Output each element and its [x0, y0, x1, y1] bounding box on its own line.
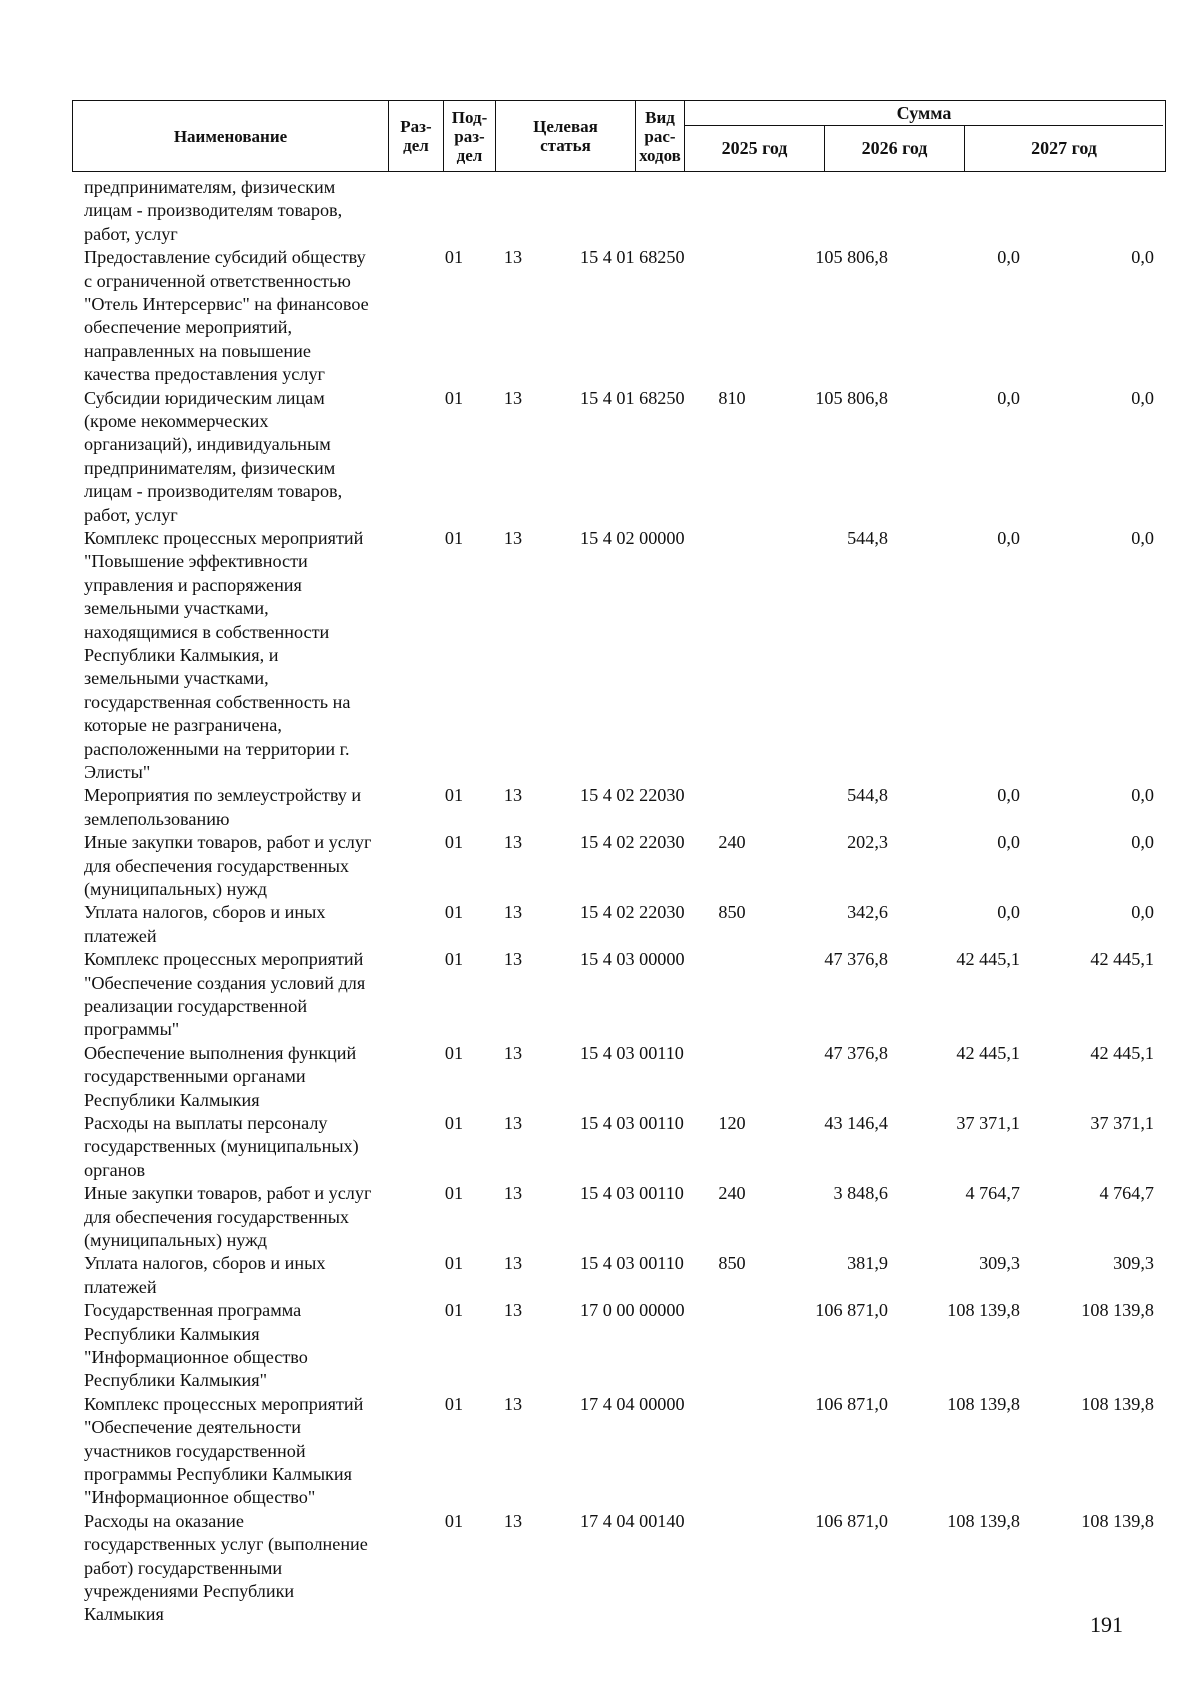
header-sum: Сумма [685, 101, 1163, 126]
row-name-line: Комплекс процессных мероприятий [84, 1393, 364, 1414]
row-value-2026: 108 139,8 [947, 1300, 1020, 1321]
row-value-2027: 0,0 [1131, 785, 1154, 806]
row-name-line: Иные закупки товаров, работ и услуг [84, 832, 372, 853]
row-subsection: 13 [503, 832, 523, 853]
row-name-line: Мероприятия по землеустройству и [84, 785, 362, 806]
row-target: 15 4 01 68250 [580, 387, 685, 408]
row-name [84, 387, 404, 527]
row-value-2026: 37 371,1 [956, 1112, 1020, 1133]
table-row [72, 901, 1166, 948]
row-name [84, 901, 404, 948]
header-subsection-line: раз- [454, 126, 485, 146]
row-value-2025: 43 146,4 [824, 1112, 888, 1133]
row-subsection: 13 [503, 1253, 523, 1274]
row-value-2025: 47 376,8 [824, 1042, 888, 1063]
row-name-line: программы" [84, 1019, 180, 1040]
table-row [72, 387, 1166, 527]
row-name-line: Республики Калмыкия [84, 1323, 260, 1344]
header-type-line: рас- [644, 126, 676, 146]
row-value-2026: 0,0 [997, 527, 1020, 548]
header-subsection [444, 101, 496, 171]
row-name-line: государственных услуг (выполнение [84, 1534, 368, 1555]
row-name [84, 176, 404, 246]
row-target: 17 0 00 00000 [580, 1300, 685, 1321]
row-name-line: "Обеспечение деятельности [84, 1417, 301, 1438]
row-name-line: программы Республики Калмыкия [84, 1463, 352, 1484]
row-section: 01 [444, 1253, 464, 1274]
row-name-line: для обеспечения государственных [84, 855, 350, 876]
row-name [84, 784, 404, 831]
row-name-line: управления и распоряжения [84, 574, 302, 595]
row-subsection: 13 [503, 247, 523, 268]
table-row [72, 246, 1166, 386]
row-target: 15 4 02 22030 [580, 832, 685, 853]
row-target: 15 4 01 68250 [580, 247, 685, 268]
row-value-2026: 42 445,1 [956, 949, 1020, 970]
table-row [72, 1182, 1166, 1252]
header-section-line: дел [403, 136, 429, 155]
row-subsection: 13 [503, 1042, 523, 1063]
row-name-line: учреждениями Республики [84, 1580, 295, 1601]
row-section: 01 [444, 1183, 464, 1204]
header-name [73, 101, 389, 171]
row-name-line: работ, услуг [84, 504, 178, 525]
header-year-2027: 2027 год [1031, 138, 1097, 158]
row-name-line: (кроме некоммерческих [84, 410, 269, 431]
table-row [72, 527, 1166, 784]
row-value-2025: 3 848,6 [833, 1183, 888, 1204]
row-name-line: органов [84, 1159, 146, 1180]
row-name-line: предпринимателям, физическим [84, 457, 336, 478]
row-name [84, 1299, 404, 1393]
table-row [72, 948, 1166, 1042]
row-name-line: Иные закупки товаров, работ и услуг [84, 1183, 372, 1204]
row-value-2027: 42 445,1 [1090, 1042, 1154, 1063]
header-target-line: Целевая [533, 117, 598, 136]
row-value-2026: 0,0 [997, 902, 1020, 923]
row-value-2026: 0,0 [997, 832, 1020, 853]
row-name-line: лицам - производителям товаров, [84, 481, 343, 502]
row-name-line: земельными участками, [84, 668, 269, 689]
row-name-line: находящимися в собственности [84, 621, 330, 642]
row-name-line: организаций), индивидуальным [84, 434, 331, 455]
row-name-line: направленных на повышение [84, 340, 311, 361]
row-value-2027: 108 139,8 [1081, 1510, 1154, 1531]
row-target: 15 4 03 00110 [580, 1183, 684, 1204]
row-subsection: 13 [503, 1112, 523, 1133]
row-target: 15 4 03 00110 [580, 1042, 684, 1063]
row-section: 01 [444, 1510, 464, 1531]
row-name [84, 948, 404, 1042]
row-value-2026: 4 764,7 [965, 1183, 1020, 1204]
header-name-text: Наименование [173, 126, 288, 146]
row-name-line: которые не разграничена, [84, 715, 282, 736]
table-row [72, 1042, 1166, 1112]
row-name [84, 1510, 404, 1627]
row-target: 15 4 02 22030 [580, 902, 685, 923]
row-value-2027: 0,0 [1131, 387, 1154, 408]
row-name-line: качества предоставления услуг [84, 364, 326, 385]
row-value-2027: 0,0 [1131, 832, 1154, 853]
row-subsection: 13 [503, 1393, 523, 1414]
header-sum-group [685, 101, 1163, 171]
table-row [72, 1112, 1166, 1182]
header-target-line: статья [540, 136, 591, 155]
row-subsection: 13 [503, 1183, 523, 1204]
row-target: 15 4 02 00000 [580, 527, 685, 548]
row-name-line: Предоставление субсидий обществу [84, 247, 366, 268]
row-value-2025: 544,8 [847, 527, 888, 548]
row-name [84, 1182, 404, 1252]
table-row [72, 1299, 1166, 1393]
row-value-2026: 0,0 [997, 785, 1020, 806]
row-name-line: земельными участками, [84, 598, 269, 619]
row-name-line: (муниципальных) нужд [84, 1229, 267, 1250]
row-value-2025: 202,3 [847, 832, 888, 853]
header-subsection-line: дел [456, 145, 483, 165]
row-name-line: Калмыкия [84, 1604, 164, 1625]
row-type: 240 [718, 832, 746, 853]
row-name-line: Государственная программа [84, 1300, 302, 1321]
header-year-2026: 2026 год [825, 126, 965, 171]
row-name-line: (муниципальных) нужд [84, 878, 267, 899]
row-subsection: 13 [503, 387, 523, 408]
row-value-2027: 0,0 [1131, 527, 1154, 548]
row-section: 01 [444, 832, 464, 853]
row-name-line: государственных (муниципальных) [84, 1136, 359, 1157]
row-target: 17 4 04 00000 [580, 1393, 685, 1414]
table-header [72, 100, 1166, 172]
header-target [496, 101, 636, 171]
row-value-2026: 42 445,1 [956, 1042, 1020, 1063]
row-subsection: 13 [503, 1300, 523, 1321]
row-name-line: "Информационное общество [84, 1346, 308, 1367]
row-value-2027: 0,0 [1131, 902, 1154, 923]
row-value-2025: 105 806,8 [815, 387, 888, 408]
row-name-line: Республики Калмыкия, и [84, 645, 279, 665]
row-subsection: 13 [503, 527, 523, 548]
row-section: 01 [444, 1393, 464, 1414]
row-name-line: Субсидии юридическим лицам [84, 387, 325, 408]
row-name-line: участников государственной [84, 1440, 306, 1461]
row-name-line: "Повышение эффективности [84, 551, 308, 572]
row-section: 01 [444, 387, 464, 408]
row-subsection: 13 [503, 785, 523, 806]
row-value-2026: 0,0 [997, 247, 1020, 268]
row-value-2027: 4 764,7 [1099, 1183, 1154, 1204]
row-section: 01 [444, 247, 464, 268]
row-name-line: платежей [84, 1276, 157, 1297]
header-type-line: Вид [645, 107, 675, 127]
row-section: 01 [444, 1112, 464, 1133]
row-value-2025: 106 871,0 [815, 1393, 888, 1414]
row-section: 01 [444, 902, 464, 923]
row-name [84, 1112, 404, 1182]
row-name [84, 831, 404, 901]
row-name-line: расположенными на территории г. [84, 738, 350, 759]
row-value-2026: 0,0 [997, 387, 1020, 408]
table-row [72, 1393, 1166, 1510]
row-name-line: Обеспечение выполнения функций [84, 1042, 357, 1063]
row-name-line: лицам - производителям товаров, [84, 200, 343, 221]
row-subsection: 13 [503, 1510, 523, 1531]
row-section: 01 [444, 1042, 464, 1063]
row-type: 810 [718, 387, 746, 408]
row-value-2026: 309,3 [979, 1253, 1020, 1274]
row-name-line: Уплата налогов, сборов и иных [84, 902, 326, 923]
row-value-2025: 544,8 [847, 785, 888, 806]
table-row [72, 831, 1166, 901]
row-type: 120 [718, 1112, 746, 1133]
row-value-2025: 381,9 [847, 1253, 888, 1274]
header-type [636, 101, 685, 171]
header-year-2025: 2025 год [685, 126, 825, 171]
row-name-line: Республики Калмыкия" [84, 1370, 268, 1391]
row-name-line: государственными органами [84, 1066, 306, 1087]
row-name-line: Уплата налогов, сборов и иных [84, 1253, 326, 1274]
row-name-line: Комплекс процессных мероприятий [84, 949, 364, 970]
table-row [72, 784, 1166, 831]
row-type: 240 [718, 1183, 746, 1204]
row-name-line: Республики Калмыкия [84, 1089, 260, 1110]
row-subsection: 13 [503, 949, 523, 970]
row-name [84, 246, 404, 386]
row-name-line: "Информационное общество" [84, 1487, 316, 1508]
row-value-2027: 108 139,8 [1081, 1393, 1154, 1414]
row-name-line: предпринимателям, физическим [84, 177, 336, 197]
row-section: 01 [444, 527, 464, 548]
table-body [72, 176, 1166, 1627]
row-name [84, 1042, 404, 1112]
row-value-2027: 0,0 [1131, 247, 1154, 268]
row-name-line: реализации государственной [84, 995, 308, 1016]
row-value-2025: 106 871,0 [815, 1510, 888, 1531]
row-name-line: для обеспечения государственных [84, 1206, 350, 1227]
row-name-line: работ, услуг [84, 223, 178, 244]
header-section-line: Раз- [400, 117, 432, 136]
row-target: 15 4 03 00110 [580, 1112, 684, 1133]
row-value-2026: 108 139,8 [947, 1510, 1020, 1531]
header-subsection-line: Под- [451, 107, 488, 127]
table-row [72, 1510, 1166, 1627]
row-type: 850 [718, 1253, 746, 1274]
row-target: 15 4 03 00110 [580, 1253, 684, 1274]
row-section: 01 [444, 949, 464, 970]
row-name [84, 527, 404, 784]
row-target: 15 4 02 22030 [580, 785, 685, 806]
row-section: 01 [444, 1300, 464, 1321]
row-name-line: Элисты" [84, 762, 151, 783]
row-name-line: работ) государственными [84, 1557, 283, 1578]
row-name [84, 1393, 404, 1510]
row-name-line: Расходы на оказание [84, 1510, 244, 1531]
row-name-line: землепользованию [84, 808, 230, 829]
header-section [389, 101, 444, 171]
row-name-line: обеспечение мероприятий, [84, 317, 293, 338]
row-value-2027: 37 371,1 [1090, 1112, 1154, 1133]
row-name-line: Расходы на выплаты персоналу [84, 1112, 328, 1133]
row-value-2027: 309,3 [1113, 1253, 1154, 1274]
row-type: 850 [718, 902, 746, 923]
header-type-line: ходов [639, 145, 681, 165]
row-target: 17 4 04 00140 [580, 1510, 685, 1531]
row-section: 01 [444, 785, 464, 806]
row-value-2027: 42 445,1 [1090, 949, 1154, 970]
row-value-2026: 108 139,8 [947, 1393, 1020, 1414]
row-subsection: 13 [503, 902, 523, 923]
row-value-2027: 108 139,8 [1081, 1300, 1154, 1321]
row-name-line: с ограниченной ответственностью [84, 270, 351, 291]
row-name-line: платежей [84, 925, 157, 946]
row-name-line: "Обеспечение создания условий для [84, 972, 366, 993]
row-target: 15 4 03 00000 [580, 949, 685, 970]
table-row [72, 176, 1166, 246]
row-name-line: Комплекс процессных мероприятий [84, 527, 364, 548]
row-name [84, 1252, 404, 1299]
table-row [72, 1252, 1166, 1299]
row-name-line: "Отель Интерсервис" на финансовое [84, 294, 369, 314]
page-number: 191 [1090, 1612, 1123, 1637]
row-value-2025: 106 871,0 [815, 1300, 888, 1321]
row-value-2025: 342,6 [847, 902, 888, 923]
row-value-2025: 47 376,8 [824, 949, 888, 970]
row-value-2025: 105 806,8 [815, 247, 888, 268]
row-name-line: государственная собственность на [84, 691, 351, 712]
